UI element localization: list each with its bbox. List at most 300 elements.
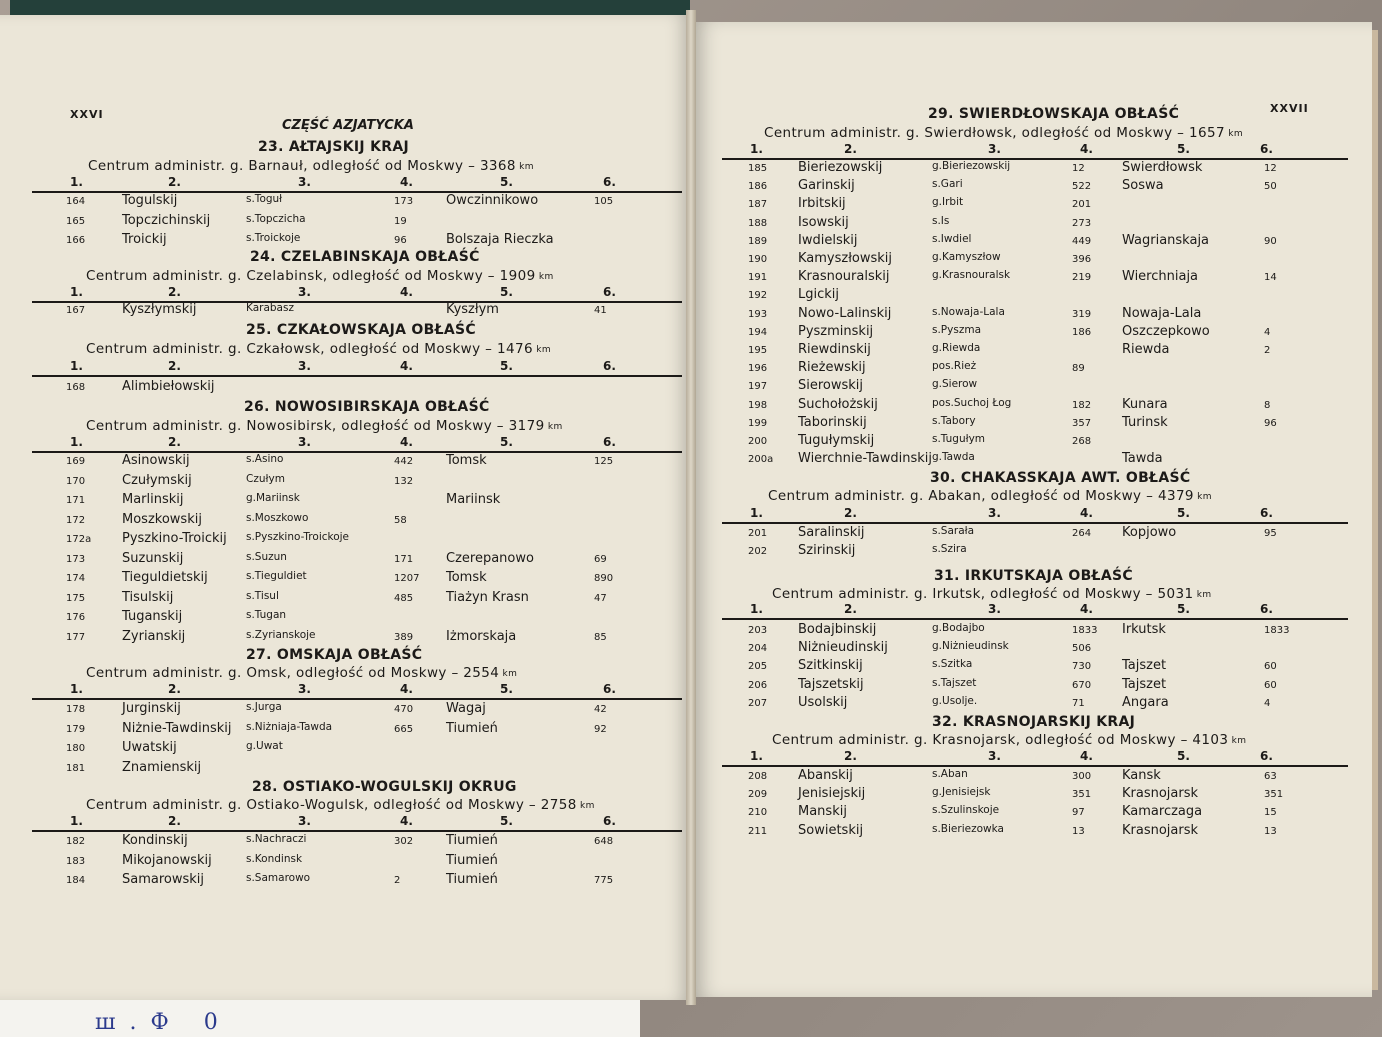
- column-header: 3.: [298, 435, 311, 449]
- column-header: 5.: [500, 435, 513, 449]
- station-name: Tiumień: [446, 852, 498, 868]
- station-distance: 4: [1264, 697, 1271, 709]
- distance-km: 396: [1072, 254, 1092, 265]
- seat-name: s.Szulinskoje: [932, 804, 1000, 817]
- seat-name: s.Tabory: [932, 414, 976, 427]
- station-name: Kansk: [1122, 768, 1161, 783]
- station-distance: 125: [594, 456, 614, 467]
- distance-km: 730: [1072, 661, 1092, 673]
- seat-name: g.Krasnouralsk: [932, 269, 1011, 282]
- column-header: 3.: [988, 142, 1001, 156]
- seat-name: s.Bieriezowka: [932, 822, 1004, 835]
- row-number: 173: [66, 553, 86, 565]
- seat-name: s.Tieguldiet: [246, 570, 307, 582]
- column-header: 1.: [750, 506, 763, 520]
- column-header: 3.: [988, 602, 1001, 616]
- station-distance: 775: [594, 875, 614, 886]
- station-distance: 13: [1264, 825, 1277, 837]
- station-distance: 60: [1264, 661, 1277, 673]
- seat-name: Czułym: [246, 472, 285, 485]
- station-distance: 15: [1264, 807, 1277, 819]
- distance-km: 300: [1072, 771, 1092, 782]
- row-number: 195: [748, 345, 768, 356]
- station-name: Tiumień: [446, 833, 498, 848]
- column-header: 5.: [1177, 749, 1190, 763]
- seat-name: s.Tisul: [246, 589, 279, 602]
- seat-name: s.Zyrianskoje: [246, 628, 316, 641]
- district-name: Garinskij: [798, 178, 855, 194]
- district-name: Marlinskij: [122, 492, 184, 507]
- district-name: Szitkinskij: [798, 658, 863, 674]
- row-number: 166: [66, 235, 86, 246]
- unit-label: km: [1193, 590, 1212, 600]
- district-name: Szirinskij: [798, 543, 856, 559]
- table-rule: [32, 375, 682, 377]
- column-header: 1.: [70, 682, 83, 696]
- column-header: 5.: [1177, 602, 1190, 616]
- table-rule: [722, 765, 1348, 767]
- row-number: 175: [66, 592, 86, 604]
- station-name: Tiumień: [446, 720, 498, 736]
- station-distance: 890: [594, 573, 614, 584]
- section-title: 26. NOWOSIBIRSKAJA OBŁAŚĆ: [244, 399, 490, 415]
- row-number: 179: [66, 723, 86, 735]
- seat-name: g.Niżnieudinsk: [932, 640, 1009, 653]
- page-number: XXVII: [1270, 102, 1309, 115]
- distance-km: 132: [394, 475, 414, 487]
- district-name: Wierchnie-Tawdinskij: [798, 451, 932, 467]
- seat-name: s.Samarowo: [246, 872, 311, 884]
- station-distance: 85: [594, 631, 607, 643]
- distance-km: 389: [394, 631, 414, 643]
- column-header: 4.: [400, 175, 413, 189]
- station-name: Wierchniaja: [1122, 269, 1199, 285]
- row-number: 208: [748, 771, 768, 782]
- district-name: Krasnouralskij: [798, 269, 890, 285]
- distance-km: 1833: [1072, 625, 1098, 636]
- unit-label: km: [1224, 129, 1244, 139]
- column-header: 4.: [1080, 602, 1093, 616]
- row-number: 191: [748, 272, 768, 284]
- station-distance: 2: [1264, 345, 1271, 356]
- column-header: 1.: [70, 814, 83, 828]
- distance-km: 219: [1072, 272, 1092, 284]
- table-rule: [722, 522, 1348, 524]
- station-distance: 4: [1264, 326, 1271, 338]
- admin-center-line: Centrum administr. g. Ostiako-Wogulsk, odległość od Moskwy – 2758 km: [86, 797, 595, 813]
- distance-km: 302: [394, 836, 414, 847]
- column-header: 5.: [500, 285, 513, 299]
- seat-name: s.Is: [932, 214, 950, 227]
- district-name: Bieriezowskij: [798, 160, 883, 175]
- row-number: 198: [748, 399, 768, 411]
- distance-km: 1207: [394, 573, 420, 584]
- district-name: Kyszłymskij: [122, 302, 197, 317]
- station-distance: 1833: [1264, 625, 1290, 636]
- column-header: 5.: [500, 814, 513, 828]
- station-name: Wagrianskaja: [1122, 232, 1210, 248]
- station-name: Tiumień: [446, 872, 498, 887]
- seat-name: g.Kamyszłow: [932, 251, 1001, 263]
- column-header: 2.: [844, 602, 857, 616]
- district-name: Moszkowskij: [122, 511, 202, 527]
- seat-name: s.Kondinsk: [246, 852, 303, 865]
- distance-km: 470: [394, 704, 414, 715]
- district-name: Niżnieudinskij: [798, 640, 888, 656]
- admin-center-line: Centrum administr. g. Barnauł, odległość od Moskwy – 3368 km: [88, 158, 534, 174]
- district-name: Pyszminskij: [798, 323, 874, 339]
- column-header: 6.: [1260, 602, 1273, 616]
- seat-name: s.Szira: [932, 543, 967, 556]
- seat-name: s.Jurga: [246, 701, 282, 713]
- admin-center-line: Centrum administr. g. Nowosibirsk, odległość od Moskwy – 3179 km: [86, 418, 563, 434]
- column-header: 2.: [168, 682, 181, 696]
- row-number: 210: [748, 807, 768, 819]
- column-header: 3.: [298, 359, 311, 373]
- admin-center-line: Centrum administr. g. Krasnojarsk, odległość od Moskwy – 4103 km: [772, 732, 1247, 748]
- seat-name: s.Nowaja-Lala: [932, 305, 1005, 318]
- column-header: 3.: [988, 506, 1001, 520]
- row-number: 186: [748, 181, 768, 193]
- district-name: Irbitskij: [798, 196, 846, 212]
- row-number: 176: [66, 612, 86, 623]
- station-name: Tiażyn Krasn: [446, 589, 529, 605]
- station-distance: 41: [594, 305, 607, 316]
- seat-name: s.Niżniaja-Tawda: [246, 720, 333, 733]
- district-name: Tugułymskij: [798, 433, 875, 448]
- district-name: Jurginskij: [122, 701, 181, 716]
- district-name: Niżnie-Tawdinskij: [122, 720, 232, 736]
- seat-name: s.Tugułym: [932, 433, 986, 445]
- admin-center-line: Centrum administr. g. Swierdłowsk, odległość od Moskwy – 1657 km: [764, 125, 1244, 141]
- distance-km: 13: [1072, 825, 1085, 837]
- distance-km: 522: [1072, 181, 1092, 193]
- distance-km: 670: [1072, 679, 1092, 691]
- station-name: Irkutsk: [1122, 622, 1166, 637]
- seat-name: g.Bieriezowskij: [932, 160, 1011, 172]
- district-name: Tuganskij: [122, 609, 183, 624]
- district-name: Manskij: [798, 804, 847, 820]
- seat-name: s.Sarała: [932, 525, 975, 537]
- row-number: 205: [748, 661, 768, 673]
- column-header: 6.: [603, 682, 616, 696]
- column-header: 6.: [1260, 142, 1273, 156]
- station-name: Riewda: [1122, 342, 1170, 357]
- station-name: Oszczepkowo: [1122, 323, 1210, 339]
- station-name: Tomsk: [446, 453, 487, 468]
- column-header: 4.: [1080, 142, 1093, 156]
- seat-name: s.Topczicha: [246, 212, 306, 225]
- column-header: 4.: [400, 814, 413, 828]
- seat-name: pos.Suchoj Łog: [932, 396, 1012, 409]
- row-number: 200a: [748, 454, 774, 466]
- row-number: 172a: [66, 534, 92, 545]
- row-number: 182: [66, 836, 86, 847]
- distance-km: 89: [1072, 363, 1085, 375]
- station-name: Tajszet: [1122, 676, 1167, 692]
- station-distance: 63: [1264, 771, 1277, 782]
- column-header: 6.: [603, 175, 616, 189]
- row-number: 204: [748, 643, 768, 655]
- station-distance: 69: [594, 553, 607, 565]
- column-header: 2.: [844, 749, 857, 763]
- distance-km: 97: [1072, 807, 1085, 819]
- station-name: Wagaj: [446, 701, 486, 716]
- column-header: 1.: [750, 749, 763, 763]
- station-distance: 90: [1264, 235, 1277, 247]
- column-header: 5.: [500, 175, 513, 189]
- unit-label: km: [576, 801, 595, 811]
- station-distance: 648: [594, 836, 614, 847]
- row-number: 201: [748, 528, 768, 539]
- station-distance: 96: [1264, 417, 1277, 429]
- district-name: Riewdinskij: [798, 342, 871, 357]
- district-name: Kondinskij: [122, 833, 188, 848]
- column-header: 4.: [400, 435, 413, 449]
- district-name: Zyrianskij: [122, 628, 186, 644]
- district-name: Isowskij: [798, 214, 849, 230]
- seat-name: s.Asino: [246, 453, 284, 465]
- column-header: 2.: [168, 285, 181, 299]
- district-name: Kamyszłowskij: [798, 251, 893, 266]
- distance-km: 485: [394, 592, 414, 604]
- column-header: 1.: [70, 285, 83, 299]
- district-name: Topczichinskij: [122, 212, 211, 228]
- distance-km: 201: [1072, 199, 1092, 211]
- section-title: 29. SWIERDŁOWSKAJA OBŁAŚĆ: [928, 106, 1180, 122]
- distance-km: 71: [1072, 697, 1085, 709]
- station-name: Angara: [1122, 694, 1169, 710]
- district-name: Troickij: [122, 232, 167, 247]
- station-distance: 12: [1264, 163, 1277, 174]
- seat-name: s.Pyszkino-Troickoje: [246, 531, 350, 543]
- table-rule: [722, 618, 1348, 620]
- part-title: CZĘŚĆ AZJATYCKA: [282, 118, 414, 133]
- admin-center-line: Centrum administr. g. Czkałowsk, odległość od Moskwy – 1476 km: [86, 341, 552, 357]
- district-name: Tieguldietskij: [122, 570, 208, 585]
- seat-name: g.Jenisiejsk: [932, 786, 991, 799]
- admin-center-line: Centrum administr. g. Omsk, odległość od Moskwy – 2554 km: [86, 665, 518, 681]
- distance-km: 665: [394, 723, 414, 735]
- seat-name: s.Szitka: [932, 658, 973, 671]
- column-header: 4.: [400, 682, 413, 696]
- station-name: Soswa: [1122, 178, 1164, 194]
- seat-name: s.Moszkowo: [246, 511, 309, 524]
- station-distance: 351: [1264, 789, 1284, 801]
- district-name: Tajszetskij: [798, 676, 864, 692]
- distance-km: 19: [394, 215, 407, 227]
- row-number: 183: [66, 855, 86, 867]
- admin-center-line: Centrum administr. g. Abakan, odległość od Moskwy – 4379 km: [768, 488, 1212, 504]
- row-number: 209: [748, 789, 768, 801]
- station-name: Turinsk: [1122, 414, 1168, 430]
- station-distance: 8: [1264, 399, 1271, 411]
- station-name: Bolszaja Rieczka: [446, 232, 554, 247]
- unit-label: km: [515, 162, 534, 172]
- district-name: Mikojanowskij: [122, 852, 212, 868]
- station-name: Tawda: [1122, 451, 1163, 467]
- station-name: Krasnojarsk: [1122, 786, 1199, 802]
- row-number: 177: [66, 631, 86, 643]
- section-title: 31. IRKUTSKAJA OBŁAŚĆ: [934, 568, 1133, 584]
- column-header: 6.: [603, 285, 616, 299]
- distance-km: 357: [1072, 417, 1092, 429]
- station-name: Tomsk: [446, 570, 487, 585]
- row-number: 178: [66, 704, 86, 715]
- seat-name: s.Gari: [932, 178, 963, 191]
- distance-km: 171: [394, 553, 414, 565]
- row-number: 168: [66, 382, 86, 393]
- district-name: Uwatskij: [122, 740, 177, 755]
- column-header: 4.: [1080, 749, 1093, 763]
- district-name: Lgickij: [798, 287, 840, 303]
- row-number: 193: [748, 308, 768, 320]
- row-number: 211: [748, 825, 768, 837]
- seat-name: g.Irbit: [932, 196, 964, 209]
- distance-km: 2: [394, 875, 401, 886]
- section-title: 27. OMSKAJA OBŁAŚĆ: [246, 647, 423, 663]
- station-distance: 50: [1264, 181, 1277, 193]
- distance-km: 273: [1072, 217, 1092, 229]
- distance-km: 351: [1072, 789, 1092, 801]
- row-number: 164: [66, 196, 86, 207]
- column-header: 2.: [168, 814, 181, 828]
- seat-name: s.Pyszma: [932, 323, 981, 336]
- row-number: 194: [748, 326, 768, 338]
- column-header: 4.: [400, 359, 413, 373]
- district-name: Znamienskij: [122, 759, 202, 775]
- section-title: 30. CHAKASSKAJA AWT. OBŁAŚĆ: [930, 470, 1191, 486]
- unit-label: km: [532, 345, 552, 355]
- district-name: Usolskij: [798, 694, 848, 710]
- column-header: 5.: [500, 682, 513, 696]
- table-rule: [32, 830, 682, 832]
- seat-name: Karabasz: [246, 302, 294, 314]
- section-title: 25. CZKAŁOWSKAJA OBŁAŚĆ: [246, 322, 476, 338]
- seat-name: s.Nachraczi: [246, 833, 307, 845]
- row-number: 203: [748, 625, 768, 636]
- station-name: Krasnojarsk: [1122, 822, 1199, 838]
- distance-km: 319: [1072, 308, 1092, 320]
- admin-center-line: Centrum administr. g. Czelabinsk, odległość od Moskwy – 1909 km: [86, 268, 554, 284]
- column-header: 3.: [298, 175, 311, 189]
- district-name: Czułymskij: [122, 472, 192, 488]
- seat-name: s.Toguł: [246, 193, 283, 205]
- distance-km: 268: [1072, 436, 1092, 447]
- distance-km: 442: [394, 456, 414, 467]
- column-header: 5.: [500, 359, 513, 373]
- column-header: 2.: [844, 142, 857, 156]
- distance-km: 506: [1072, 643, 1092, 655]
- column-header: 2.: [168, 175, 181, 189]
- station-distance: 14: [1264, 272, 1277, 284]
- station-name: Tajszet: [1122, 658, 1167, 674]
- district-name: Bodajbinskij: [798, 622, 877, 637]
- district-name: Alimbiełowskij: [122, 379, 215, 394]
- seat-name: g.Tawda: [932, 451, 975, 464]
- district-name: Suchołożskij: [798, 396, 878, 412]
- district-name: Pyszkino-Troickij: [122, 531, 227, 546]
- column-header: 3.: [988, 749, 1001, 763]
- column-header: 6.: [1260, 749, 1273, 763]
- district-name: Suzunskij: [122, 550, 184, 566]
- column-header: 1.: [70, 435, 83, 449]
- row-number: 172: [66, 514, 86, 526]
- row-number: 171: [66, 495, 86, 506]
- seat-name: s.Iwdiel: [932, 232, 972, 245]
- row-number: 165: [66, 215, 86, 227]
- station-name: Czerepanowo: [446, 550, 534, 566]
- station-distance: 95: [1264, 528, 1277, 539]
- seat-name: s.Troickoje: [246, 232, 301, 244]
- book-gutter: [686, 10, 696, 1005]
- station-name: Iżmorskaja: [446, 628, 517, 644]
- right-page: [692, 22, 1372, 997]
- district-name: Iwdielskij: [798, 232, 858, 248]
- column-header: 1.: [750, 602, 763, 616]
- row-number: 190: [748, 254, 768, 265]
- row-number: 197: [748, 381, 768, 393]
- row-number: 202: [748, 546, 768, 558]
- seat-name: g.Riewda: [932, 342, 981, 354]
- column-header: 6.: [1260, 506, 1273, 520]
- admin-center-line: Centrum administr. g. Irkutsk, odległość od Moskwy – 5031 km: [772, 586, 1212, 602]
- distance-km: 58: [394, 514, 407, 526]
- station-distance: 60: [1264, 679, 1277, 691]
- row-number: 180: [66, 743, 86, 754]
- station-name: Swierdłowsk: [1122, 160, 1203, 175]
- district-name: Abanskij: [798, 768, 853, 783]
- station-name: Nowaja-Lala: [1122, 305, 1202, 321]
- unit-label: km: [499, 669, 518, 679]
- unit-label: km: [544, 422, 563, 432]
- column-header: 2.: [844, 506, 857, 520]
- column-header: 6.: [603, 814, 616, 828]
- seat-name: g.Sierow: [932, 378, 978, 391]
- station-distance: 92: [594, 723, 607, 735]
- column-header: 6.: [603, 435, 616, 449]
- station-distance: 42: [594, 704, 607, 715]
- district-name: Sierowskij: [798, 378, 864, 394]
- seat-name: pos.Rież: [932, 360, 977, 373]
- row-number: 207: [748, 697, 768, 709]
- distance-km: 182: [1072, 399, 1092, 411]
- distance-km: 12: [1072, 163, 1085, 174]
- section-title: 24. CZELABINSKAJA OBŁAŚĆ: [250, 249, 480, 265]
- station-name: Owczinnikowo: [446, 193, 539, 208]
- seat-name: g.Bodajbo: [932, 622, 985, 634]
- row-number: 184: [66, 875, 86, 886]
- seat-name: s.Tugan: [246, 609, 287, 621]
- section-title: 32. KRASNOJARSKIJ KRAJ: [932, 714, 1136, 730]
- district-name: Nowo-Lalinskij: [798, 305, 892, 321]
- station-name: Kamarczaga: [1122, 804, 1203, 820]
- row-number: 169: [66, 456, 86, 467]
- column-header: 1.: [750, 142, 763, 156]
- station-distance: 47: [594, 592, 607, 604]
- station-name: Kopjowo: [1122, 525, 1177, 540]
- district-name: Tisulskij: [122, 589, 174, 605]
- distance-km: 96: [394, 235, 407, 246]
- district-name: Saralinskij: [798, 525, 865, 540]
- column-header: 1.: [70, 175, 83, 189]
- column-header: 3.: [298, 285, 311, 299]
- row-number: 196: [748, 363, 768, 375]
- row-number: 167: [66, 305, 86, 316]
- handwritten-note: ш.Ф 0: [95, 1010, 232, 1035]
- station-name: Kyszłym: [446, 302, 499, 317]
- seat-name: g.Usolje.: [932, 694, 978, 707]
